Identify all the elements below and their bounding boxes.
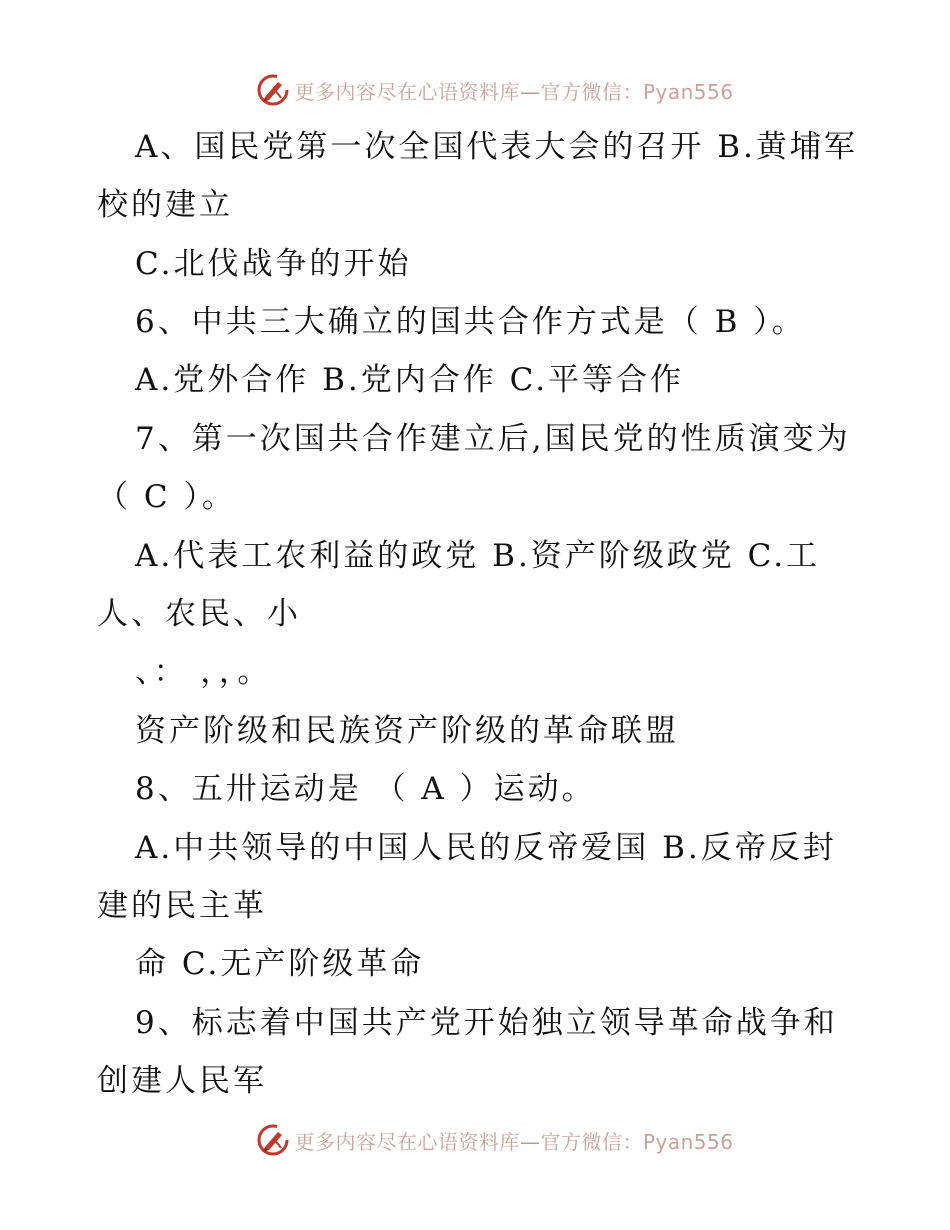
text-line: 9、标志着中国共产党开始独立领导革命战争和 bbox=[135, 1005, 838, 1041]
pen-logo-icon bbox=[256, 73, 290, 107]
header-watermark bbox=[0, 70, 950, 110]
text-line: 建的民主革 bbox=[97, 888, 267, 924]
text-line: 校的建立 bbox=[97, 187, 233, 223]
text-line: 7、第一次国共合作建立后,国民党的性质演变为 bbox=[135, 421, 851, 457]
header-contact-text: 官方微信：Pyan556 bbox=[540, 79, 734, 104]
footer-dash: — bbox=[519, 1129, 541, 1154]
footer-brand-text: 更多内容尽在心语资料库 bbox=[294, 1129, 520, 1154]
header-watermark-inner bbox=[256, 73, 733, 107]
footer-watermark-inner bbox=[256, 1123, 733, 1157]
text-line: 命 C.无产阶级革命 bbox=[135, 946, 425, 982]
text-line: 、： ，，。 bbox=[135, 654, 272, 690]
text-line: A、国民党第一次全国代表大会的召开 B.黄埔军 bbox=[135, 129, 858, 165]
header-watermark-text bbox=[294, 76, 733, 105]
footer-watermark-text bbox=[294, 1126, 733, 1155]
text-line: 6、中共三大确立的国共合作方式是（ B ）。 bbox=[135, 304, 806, 340]
text-line: （ C ）。 bbox=[97, 479, 236, 515]
text-line: A.中共领导的中国人民的反帝爱国 B.反帝反封 bbox=[135, 830, 837, 866]
header-dash: — bbox=[519, 79, 541, 104]
text-line: 资产阶级和民族资产阶级的革命联盟 bbox=[135, 713, 679, 749]
pen-logo-icon bbox=[256, 1123, 290, 1157]
text-line: C.北伐战争的开始 bbox=[135, 246, 412, 282]
footer-watermark bbox=[0, 1120, 950, 1160]
text-line: 8、五卅运动是 （ A ）运动。 bbox=[135, 771, 596, 807]
text-line: A.代表工农利益的政党 B.资产阶级政党 C.工 bbox=[135, 538, 821, 574]
text-line: 创建人民军 bbox=[97, 1063, 267, 1099]
text-line: 人、农民、小 bbox=[97, 596, 301, 632]
text-line: A.党外合作 B.党内合作 C.平等合作 bbox=[135, 362, 685, 398]
header-brand-text: 更多内容尽在心语资料库 bbox=[294, 79, 520, 104]
footer-contact-text: 官方微信：Pyan556 bbox=[540, 1129, 734, 1154]
